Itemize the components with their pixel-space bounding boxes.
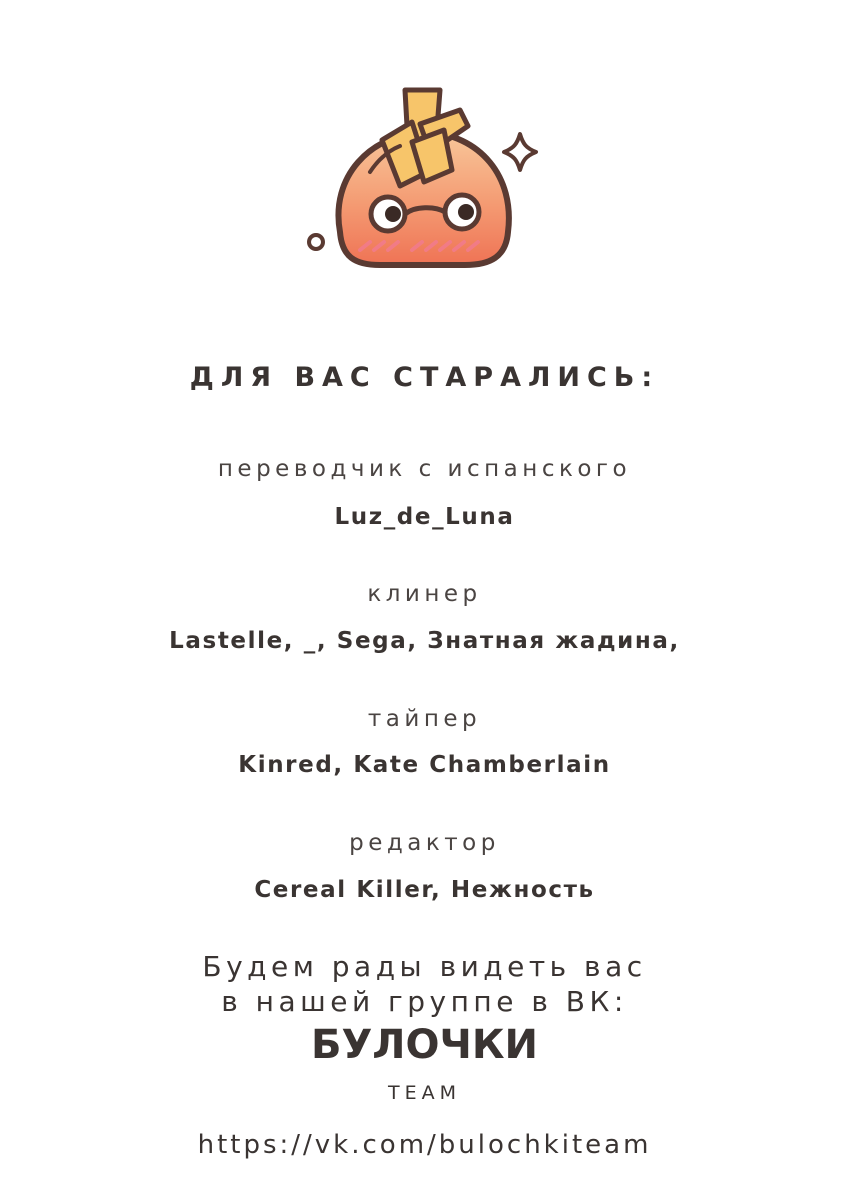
credit-names-translator: Luz_de_Luna xyxy=(334,504,515,530)
invite-line-2: в нашей группе в ВК: xyxy=(221,985,628,1018)
credit-role-translator: переводчик с испанского xyxy=(217,456,632,482)
group-name: БУЛОЧКИ xyxy=(310,1022,539,1068)
invite-line-1: Будем рады видеть вас xyxy=(202,950,647,983)
page-title: ДЛЯ ВАС СТАРАЛИСЬ: xyxy=(189,362,660,393)
dot-icon xyxy=(309,235,323,249)
right-pupil xyxy=(458,204,474,220)
credit-names-editor: Cereal Killer, Нежность xyxy=(254,877,595,903)
credit-role-editor: редактор xyxy=(349,830,500,856)
credit-names-typer: Kinred, Kate Chamberlain xyxy=(238,752,611,778)
left-pupil xyxy=(385,206,401,222)
bun-mascot-logo xyxy=(300,82,550,277)
sparkle-icon xyxy=(504,134,536,170)
credit-role-typer: тайпер xyxy=(367,706,482,732)
credit-names-cleaner: Lastelle, _, Sega, Знатная жадина, xyxy=(169,628,680,654)
group-subtitle: TEAM xyxy=(387,1082,461,1104)
credit-role-cleaner: клинер xyxy=(367,581,482,607)
group-link[interactable]: https://vk.com/bulochkiteam xyxy=(197,1130,652,1160)
